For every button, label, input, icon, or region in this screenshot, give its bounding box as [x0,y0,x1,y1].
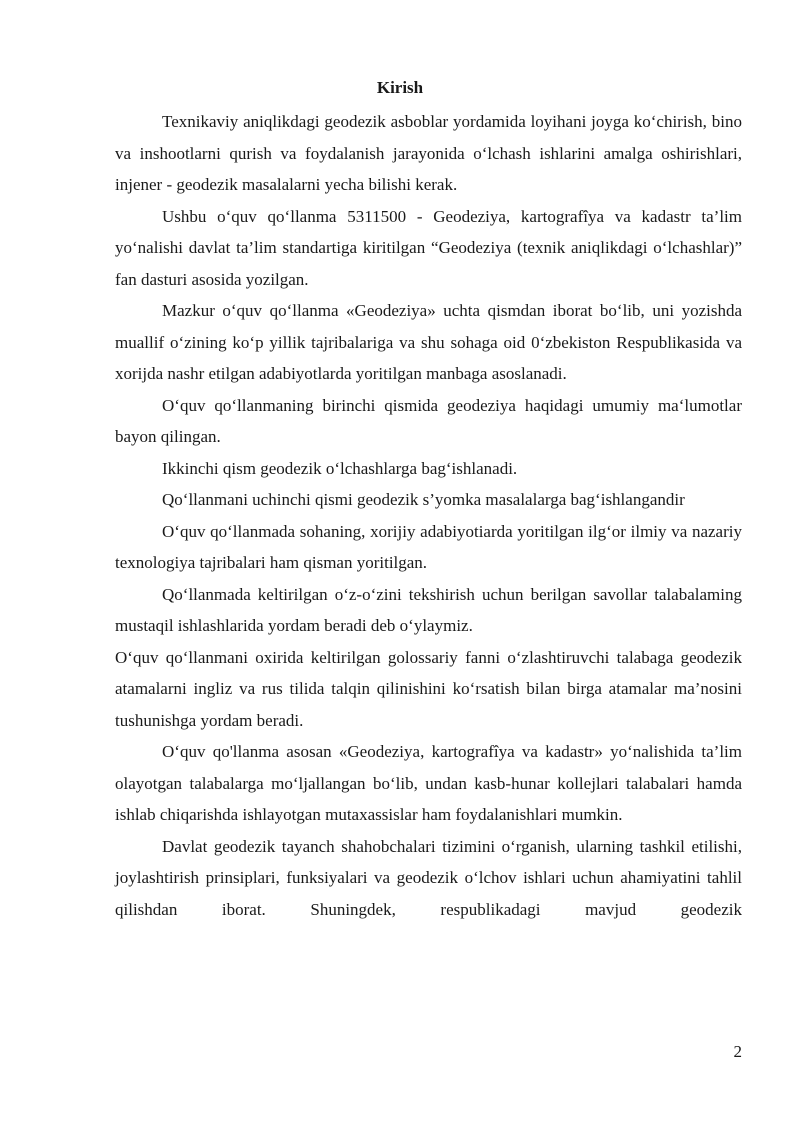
paragraph-6: Qo‘llanmani uchinchi qismi geodezik s’yomka masalalarga bag‘ishlangandir [162,490,685,509]
paragraph-10: O‘quv qo'llanma asosan «Geodeziya, kartografîya va kadastr» yo‘nalishida ta’lim olayotgan talabalarga mo‘ljallangan bo‘lib, undan kasb-hunar kollejlari talabalari hamda ishlab chiqarishda ishlayotgan mutaxassislar ham foydalanishlari mumkin. [115,742,742,824]
paragraph-8: Qo‘llanmada keltirilgan o‘z-o‘zini tekshirish uchun berilgan savollar talabalaming mustaqil ishlashlarida yordam beradi deb o‘ylaymiz. [115,584,742,635]
paragraph-9: O‘quv qo‘llanmani oxirida keltirilgan golossariy fanni o‘zlashtiruvchi talabaga geodezik atamalarni ingliz va rus tilida talqin qilinishini ko‘rsatish bilan birga atamalar ma’nosini tushunishga yordam beradi. [115,647,742,730]
section-title: Kirish [376,78,424,97]
body-text [115,106,742,925]
paragraph-2: Ushbu o‘quv qo‘llanma 5311500 - Geodeziya, kartografîya va kadastr ta’lim yo‘nalishi davlat ta’lim standartiga kiritilgan “Geodeziya (texnik aniqlikdagi o‘lchashlar)” fan dasturi asosida yozilgan. [115,206,742,289]
paragraph-11: Davlat geodezik tayanch shahobchalari tizimini o‘rganish, ularning tashkil etilishi, joylashtirish prinsiplari, funksiyalari va geodezik o‘lchov ishlari uchun ahamiyatini tahlil qilishdan iborat. Shuningdek, respublikadagi mavjud geodezik [115,836,742,919]
paragraph-3: Mazkur o‘quv qo‘llanma «Geodeziya» uchta qismdan iborat bo‘lib, uni yozishda muallif o‘zining ko‘p yillik tajribalariga va shu sohaga oid 0‘zbekiston Respublikasida va xorijda nashr etilgan adabiyotlarda yoritilgan manbaga asoslanadi. [115,301,742,383]
paragraph-1: Texnikaviy aniqlikdagi geodezik asboblar yordamida loyihani joyga ko‘chirish, bino va inshootlarni qurish va foydalanish jarayonida o‘lchash ishlarini amalga oshirishlari, injener - geodezik masalalarni yecha bilishi kerak. [115,112,742,194]
paragraph-7: O‘quv qo‘llanmada sohaning, xorijiy adabiyotiarda yoritilgan ilg‘or ilmiy va nazariy texnologiya tajribalari ham qisman yoritilgan. [115,521,742,572]
page-number: 2 [733,1042,742,1061]
paragraph-4: O‘quv qo‘llanmaning birinchi qismida geodeziya haqidagi umumiy ma‘lumotlar bayon qilingan. [115,395,742,446]
paragraph-5: Ikkinchi qism geodezik o‘lchashlarga bag‘ishlanadi. [162,458,518,478]
